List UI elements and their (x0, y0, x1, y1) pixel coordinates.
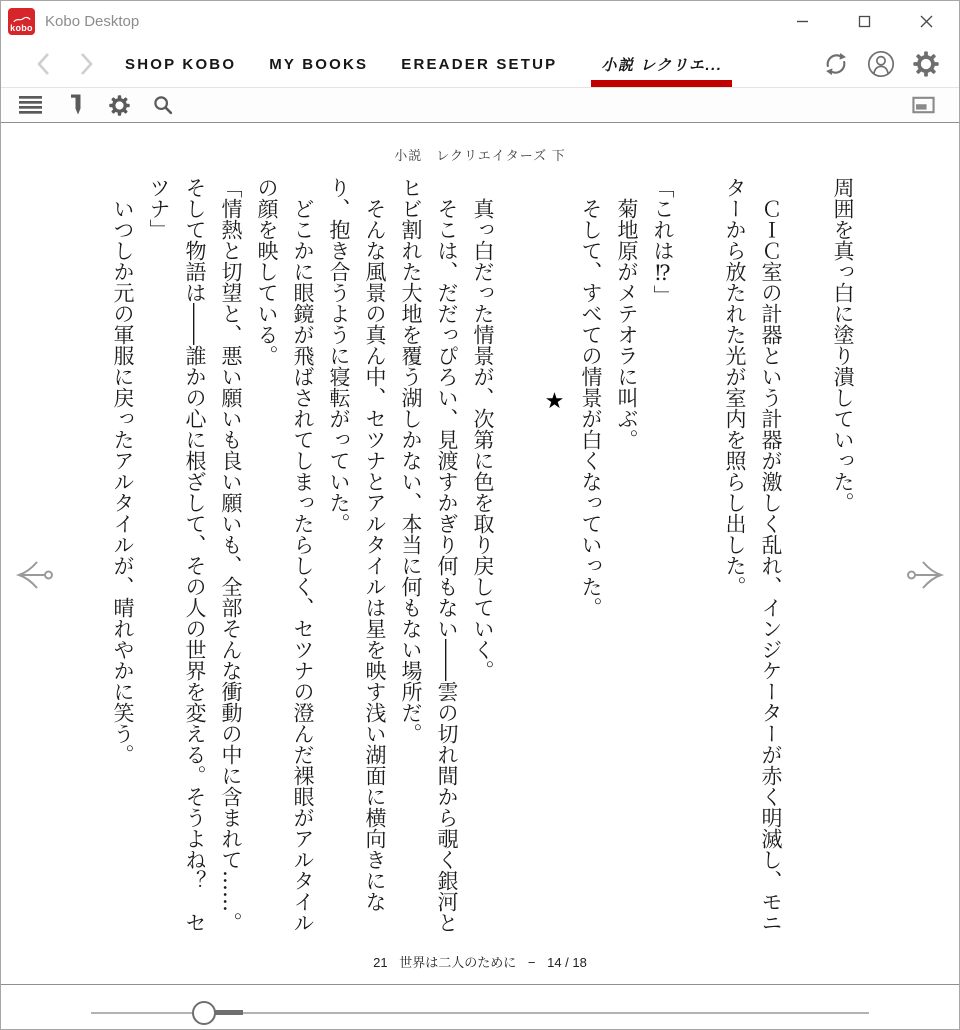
text-column: 周囲を真っ白に塗り潰していった。 (831, 177, 855, 513)
toc-list-icon (19, 95, 43, 115)
hide-interface-icon (912, 96, 935, 114)
sync-icon (821, 49, 851, 79)
search-button[interactable] (141, 91, 184, 119)
close-icon (920, 15, 933, 28)
account-icon (866, 49, 896, 79)
text-column: ＣＩＣ室の計器という計器が激しく乱れ、インジケーターが赤く明滅し、モニ (759, 177, 783, 933)
tab-current-book[interactable] (596, 41, 727, 87)
bottom-bar (1, 985, 959, 1029)
account-button[interactable] (864, 47, 898, 81)
arrow-left-icon (13, 555, 59, 595)
kobo-logo (8, 8, 35, 35)
minimize-icon (796, 15, 809, 28)
pen-icon (67, 93, 87, 117)
hide-interface-button[interactable] (902, 91, 945, 119)
text-column: そこは、だだっぴろい、見渡すかぎり何もない――雲の切れ間から覗く銀河と (435, 177, 459, 933)
gear-icon (108, 94, 131, 117)
nav-right-icons (819, 47, 959, 81)
reader-toolbar (1, 87, 959, 123)
column-spacer (688, 177, 709, 933)
text-column: 「これは⁉」 (651, 177, 675, 306)
chapter-number: 21 (373, 955, 388, 970)
history-buttons (36, 52, 94, 76)
text-column: 「情熱と切望と、悪い願いも良い願いも、全部そんな衝動の中に含まれて……。 (219, 177, 243, 933)
maximize-icon (858, 15, 871, 28)
reading-settings-button[interactable] (98, 91, 141, 119)
text-column: そんな風景の真ん中、セツナとアルタイルは星を映す浅い湖面に横向きにな (363, 177, 387, 912)
page-position: 14 / 18 (547, 955, 587, 970)
search-icon (152, 94, 174, 116)
nav-item-shop-kobo[interactable]: SHOP KOBO (125, 55, 237, 73)
nav-menu (125, 41, 727, 87)
forward-button[interactable] (79, 52, 94, 76)
book-title-header: 小説 レクリエイターズ 下 (394, 148, 566, 163)
minimize-button[interactable] (791, 10, 813, 32)
annotations-button[interactable] (55, 91, 98, 119)
app-title: Kobo Desktop (45, 12, 140, 30)
logo-wordmark: kobo (10, 22, 33, 33)
text-column: そして、すべての情景が白くなっていった。 (579, 177, 603, 618)
maximize-button[interactable] (853, 10, 875, 32)
text-column: の顔を映している。 (255, 177, 279, 366)
next-page-button[interactable] (901, 555, 947, 595)
arrow-right-icon (901, 555, 947, 595)
nav-bar (1, 41, 959, 87)
nav-item-ereader-setup[interactable]: EREADER SETUP (401, 55, 558, 73)
text-column: そして物語は――誰かの心に根ざして、その人の世界を変える。そうよね？ セ (183, 177, 207, 933)
text-column: いつしか元の軍服に戻ったアルタイルが、晴れやかに笑う。 (111, 177, 135, 765)
nav-item-my-books[interactable]: MY BOOKS (269, 55, 369, 73)
progress-slider-handle[interactable] (192, 1001, 216, 1025)
previous-page-button[interactable] (13, 555, 59, 595)
chevron-right-icon (79, 52, 94, 76)
close-button[interactable] (915, 10, 937, 32)
page-footer (1, 952, 959, 971)
chapter-title: 世界は二人のために (399, 955, 517, 970)
reading-pane (1, 123, 959, 985)
window-controls (791, 10, 959, 32)
gear-icon (911, 49, 941, 79)
text-column: ツナ」 (147, 177, 171, 240)
text-column: 菊地原がメテオラに叫ぶ。 (615, 177, 639, 450)
chapter-progress-segment (215, 1010, 243, 1015)
column-spacer (796, 177, 817, 933)
section-break-star: ★ (542, 389, 567, 414)
vertical-text-block (112, 177, 853, 933)
settings-button[interactable] (909, 47, 943, 81)
titlebar (1, 1, 959, 41)
column-spacer (508, 177, 529, 933)
text-column: 真っ白だった情景が、次第に色を取り戻していく。 (471, 177, 495, 681)
chevron-left-icon (36, 52, 51, 76)
text-column: ヒビ割れた大地を覆う湖しかない、本当に何もない場所だ。 (399, 177, 423, 744)
text-column: り、抱き合うように寝転がっていた。 (327, 177, 351, 534)
table-of-contents-button[interactable] (15, 91, 55, 119)
current-book-tab-label: 小説 レクリエ... (601, 56, 723, 74)
back-button[interactable] (36, 52, 51, 76)
text-column: どこかに眼鏡が飛ばされてしまったらしく、セツナの澄んだ裸眼がアルタイル (291, 177, 315, 933)
footer-separator: − (527, 955, 536, 970)
text-column: ターから放たれた光が室内を照らし出した。 (723, 177, 747, 597)
sync-button[interactable] (819, 47, 853, 81)
